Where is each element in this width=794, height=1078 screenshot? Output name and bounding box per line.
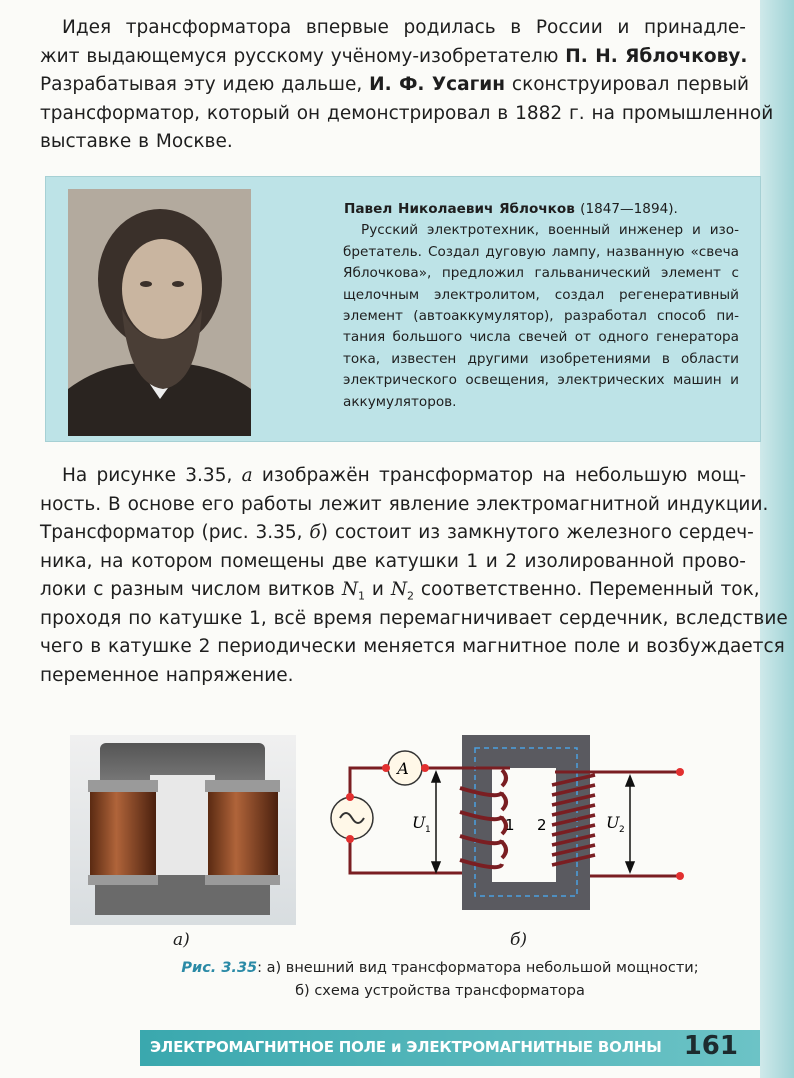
text-line — [40, 462, 746, 491]
coil2-label: 2 — [537, 816, 547, 834]
text-line — [40, 43, 746, 72]
figure-label-a: а) — [173, 930, 190, 950]
page-number: 161 — [683, 1031, 738, 1061]
text-segment: Разрабатывая эту идею дальше, — [40, 74, 370, 95]
text-segment: сконструировал первый — [505, 74, 750, 95]
bio-line: Яблочкова», предложил гальванический элемент с — [343, 265, 739, 282]
text-segment: П. Н. Яблочкову. — [565, 45, 748, 67]
text-line — [40, 576, 760, 605]
ammeter-label: A — [397, 759, 409, 778]
figure-caption-line1 — [0, 960, 794, 976]
text-segment: N — [390, 579, 407, 600]
bio-line: тока, известен другими изобретениями в области — [343, 350, 739, 367]
text-line — [40, 633, 785, 662]
coil1-label: 1 — [505, 816, 515, 834]
u1-subscript: 1 — [425, 825, 431, 835]
section-title: ЭЛЕКТРОМАГНИТНОЕ ПОЛЕ и ЭЛЕКТРОМАГНИТНЫЕ ВОЛНЫ — [150, 1038, 662, 1056]
text-line — [40, 548, 746, 577]
page-footer — [140, 1030, 760, 1066]
text-segment: И. Ф. Усагин — [369, 74, 506, 95]
text-segment: ) состоит из замкнутого железного сердеч- — [320, 522, 754, 543]
text-segment: Идея трансформатора впервые родилась в России и принадле- — [62, 17, 746, 38]
text-segment: 2 — [407, 589, 414, 603]
text-segment: переменное напряжение. — [40, 664, 294, 686]
bio-line: аккумуляторов. — [343, 393, 457, 410]
text-segment: а — [241, 465, 253, 486]
biography-box — [45, 176, 761, 442]
bio-line: электрического освещения, электрических машин и — [343, 372, 739, 389]
transformer-photo — [70, 735, 296, 925]
text-segment: б — [309, 522, 321, 543]
bio-line: Русский электротехник, военный инженер и изо- — [361, 222, 739, 239]
text-line — [40, 519, 754, 548]
text-segment: жит выдающемуся русскому учёному-изобретателю — [40, 45, 566, 67]
u2-subscript: 2 — [619, 825, 625, 835]
bio-line: щелочным электролитом, создал регенеративный — [343, 286, 739, 303]
biography-text — [343, 199, 739, 413]
text-line — [40, 100, 774, 129]
text-segment: трансформатор, который он демонстрировал в 1882 г. на промышленной — [40, 102, 774, 124]
text-line — [40, 662, 746, 691]
text-line — [40, 71, 750, 100]
text-line — [40, 491, 769, 520]
portrait-yablochkov — [68, 189, 251, 436]
text-segment: соответственно. Переменный ток, — [414, 579, 760, 600]
text-segment: и — [365, 579, 391, 600]
text-segment: ность. В основе его работы лежит явление электромагнитной индукции. — [40, 493, 769, 515]
text-segment: N — [341, 579, 359, 600]
page-edge — [760, 0, 794, 1078]
bio-years: (1847—1894). — [574, 201, 678, 217]
text-segment: проходя по катушке 1, всё время перемагничивает сердечник, вследствие — [40, 607, 788, 629]
text-segment: Трансформатор (рис. 3.35, — [40, 522, 310, 543]
text-segment: На рисунке 3.35, — [62, 465, 242, 486]
paragraph-transformer — [40, 462, 788, 690]
bio-line: тания большого числа свечей от одного генератора — [343, 329, 739, 346]
paragraph-intro — [40, 14, 774, 157]
text-segment: ника, на котором помещены две катушки 1 и 2 изолированной прово- — [40, 550, 746, 572]
bio-name: Павел Николаевич Яблочков — [344, 201, 575, 217]
u2-label: U — [606, 813, 620, 832]
text-segment: 1 — [358, 589, 366, 603]
text-segment: изображён трансформатор на небольшую мощ- — [252, 465, 747, 486]
text-line — [40, 605, 788, 634]
figure-label-b: б) — [510, 930, 528, 950]
transformer-diagram — [320, 730, 700, 930]
text-line — [40, 14, 746, 43]
caption-text-1: : а) внешний вид трансформатора небольшой мощности; — [257, 960, 699, 976]
text-segment: выставке в Москве. — [40, 131, 233, 152]
u1-label: U — [412, 813, 426, 832]
text-segment: чего в катушке 2 периодически меняется магнитное поле и возбуждается — [40, 636, 785, 657]
bio-line: элемент (автоаккумулятор), разработал способ пи- — [343, 307, 739, 324]
figure-caption-line2: б) схема устройства трансформатора — [295, 983, 585, 999]
text-line — [40, 128, 746, 157]
caption-ref: Рис. 3.35 — [181, 960, 258, 976]
text-segment: локи с разным числом витков — [40, 579, 342, 600]
bio-line: бретатель. Создал дуговую лампу, названную «свеча — [343, 243, 739, 260]
